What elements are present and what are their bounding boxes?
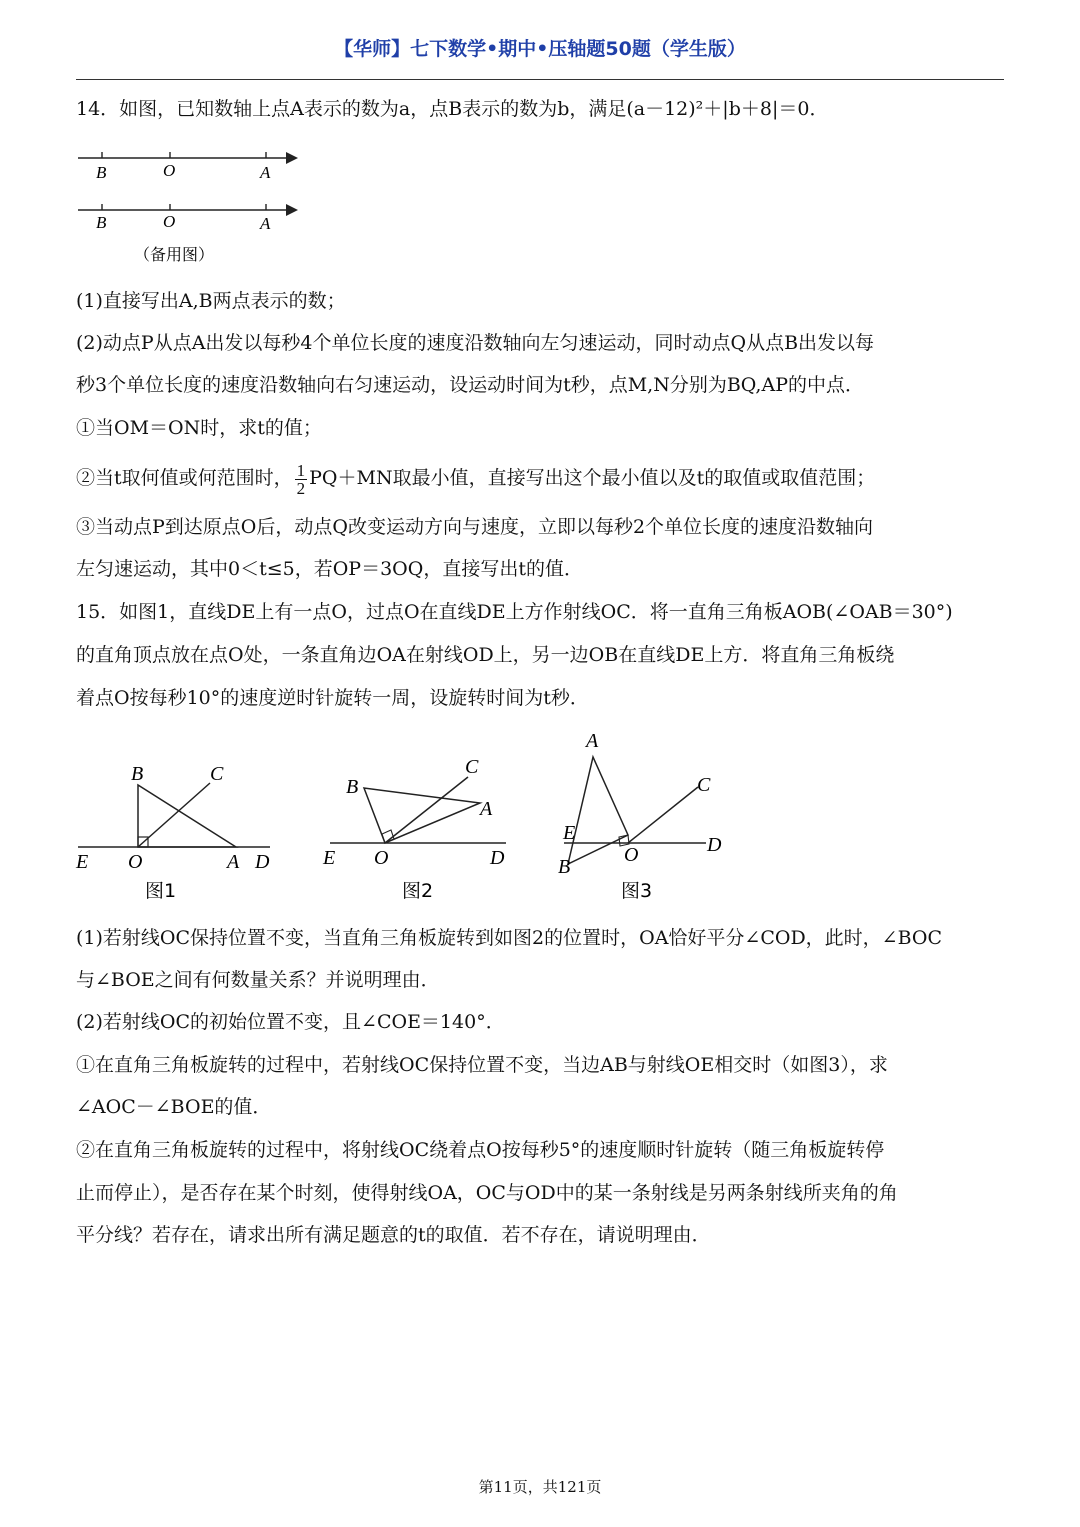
fraction-numerator: 1	[296, 460, 306, 480]
label-b: B	[558, 856, 571, 878]
q14-stem: 14．如图，已知数轴上点A表示的数为a，点B表示的数为b，满足(a－12)²＋|b＋8|＝0．	[76, 98, 829, 120]
axis-label-a: A	[260, 163, 271, 182]
figure-1	[75, 763, 270, 902]
figure-2-caption: 图2	[402, 880, 434, 902]
one-half-fraction	[295, 462, 308, 497]
backup-figure-caption: （备用图）	[134, 245, 215, 264]
q14-part2-line2: 秒3个单位长度的速度沿数轴向右匀速运动，设运动时间为t秒，点M,N分别为BQ,AP的中点．	[76, 374, 864, 396]
q14-sub3-line2: 左匀速运动，其中0＜t≤5，若OP＝3OQ，直接写出t的值．	[76, 558, 583, 580]
figure-2	[322, 756, 506, 902]
page-footer: 第11页，共121页	[478, 1478, 602, 1496]
number-line-main	[78, 152, 298, 182]
figure-3-caption: 图3	[621, 880, 653, 902]
figure-1-caption: 图1	[145, 880, 177, 902]
label-c: C	[210, 763, 224, 785]
q14-part1: (1)直接写出A,B两点表示的数；	[76, 290, 346, 312]
page-header-title: 【华师】七下数学•期中•压轴题50题（学生版）	[334, 38, 746, 60]
label-e: E	[323, 847, 336, 869]
q14-sub3-line1: ③当动点P到达原点O后，动点Q改变运动方向与速度，立即以每秒2个单位长度的速度沿数轴向	[76, 516, 874, 538]
label-d: D	[255, 851, 270, 873]
q15-stem-line1: 15．如图1，直线DE上有一点O，过点O在直线DE上方作射线OC．将一直角三角板AOB(∠OAB＝30°)	[76, 601, 953, 623]
axis-label-b: B	[96, 213, 107, 232]
q15-figures	[70, 725, 750, 910]
number-line-backup	[78, 204, 298, 233]
label-e: E	[563, 822, 576, 844]
label-a: A	[227, 851, 240, 873]
axis-label-b: B	[96, 163, 107, 182]
label-o: O	[624, 844, 639, 866]
label-d: D	[490, 847, 505, 869]
q15-part2: (2)若射线OC的初始位置不变，且∠COE＝140°．	[76, 1011, 505, 1033]
q14-sub2-after: PQ＋MN取最小值，直接写出这个最小值以及t的取值或取值范围；	[309, 467, 876, 489]
label-o: O	[374, 847, 389, 869]
label-a: A	[586, 730, 599, 752]
label-e: E	[76, 851, 89, 873]
q15-sub2-line3: 平分线？若存在，请求出所有满足题意的t的取值．若不存在，请说明理由．	[76, 1224, 711, 1246]
label-c: C	[465, 756, 479, 778]
label-d: D	[707, 834, 722, 856]
fraction-denominator: 2	[296, 478, 306, 498]
label-c: C	[697, 774, 711, 796]
q14-part2-line1: (2)动点P从点A出发以每秒4个单位长度的速度沿数轴向左匀速运动，同时动点Q从点B出发以每	[76, 332, 875, 354]
q15-sub2-line1: ②在直角三角板旋转的过程中，将射线OC绕着点O按每秒5°的速度顺时针旋转（随三角板旋转停	[76, 1139, 885, 1161]
q15-part1-line2: 与∠BOE之间有何数量关系？并说明理由．	[76, 969, 440, 991]
q15-sub1-line1: ①在直角三角板旋转的过程中，若射线OC保持位置不变，当边AB与射线OE相交时（如图3），求	[76, 1054, 888, 1076]
axis-label-a: A	[260, 214, 271, 233]
label-b: B	[346, 776, 359, 798]
label-b: B	[131, 763, 144, 785]
header-rule	[76, 79, 1004, 80]
axis-label-o: O	[163, 161, 176, 180]
q14-sub2	[76, 458, 1006, 498]
q14-sub2-before: ②当t取何值或何范围时，	[76, 467, 293, 489]
q15-stem-line3: 着点O按每秒10°的速度逆时针旋转一周，设旋转时间为t秒．	[76, 687, 589, 709]
q15-sub1-line2: ∠AOC－∠BOE的值．	[76, 1096, 272, 1118]
q15-stem-line2: 的直角顶点放在点O处，一条直角边OA在射线OD上，另一边OB在直线DE上方．将直角三角板绕	[76, 644, 895, 666]
q15-part1-line1: (1)若射线OC保持位置不变，当直角三角板旋转到如图2的位置时，OA恰好平分∠COD，此时，∠BOC	[76, 927, 943, 949]
q14-sub1: ①当OM＝ON时，求t的值；	[76, 417, 322, 439]
label-o: O	[128, 851, 143, 873]
figure-3	[558, 730, 722, 902]
q15-sub2-line2: 止而停止），是否存在某个时刻，使得射线OA，OC与OD中的某一条射线是另两条射线所夹角的角	[76, 1182, 898, 1204]
q14-number-line-figure	[70, 140, 310, 270]
label-a: A	[480, 798, 493, 820]
axis-label-o: O	[163, 212, 176, 231]
